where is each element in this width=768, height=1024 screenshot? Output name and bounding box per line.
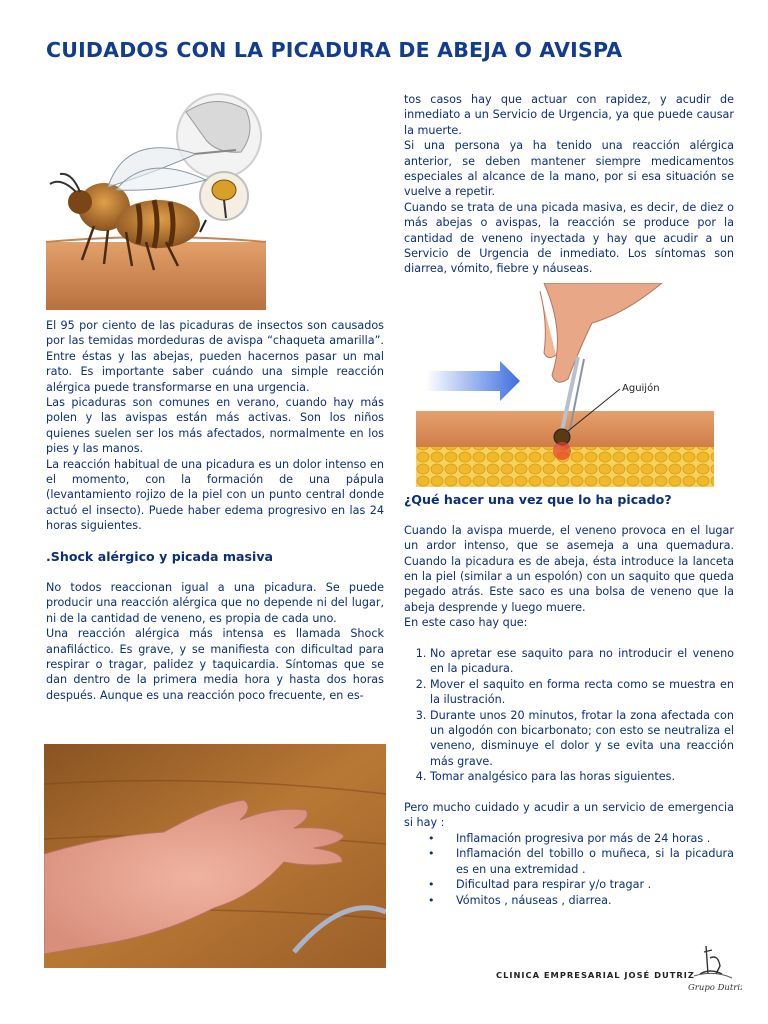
shock-heading: .Shock alérgico y picada masiva	[46, 549, 274, 565]
footer-clinic-name: CLINICA EMPRESARIAL JOSÉ DUTRIZ	[496, 970, 695, 980]
page-title: CUIDADOS CON LA PICADURA DE ABEJA O AVISPA	[46, 38, 623, 62]
left-column	[46, 318, 384, 703]
warnings-list	[404, 831, 734, 908]
intro-paragraph-1: El 95 por ciento de las picaduras de insectos son causados por las temidas mordeduras de avispa “chaqueta amarilla”. Entre éstas y las abejas, pueden hacernos pasar un mal rato. Es importante saber cuándo una simple reacción alérgica puede transformarse en una urgencia.	[46, 319, 384, 394]
warning-intro: Pero mucho cuidado y acudir a un servicio de emergencia si hay :	[404, 801, 734, 830]
aguijon-label: Aguijón	[622, 383, 660, 394]
step-item: 3. Durante unos 20 minutos, frotar la zona afectada con un algodón con bicarbonato; con esto se neutraliza el veneno, disminuye el dolor y se evita una reacción más grave.	[430, 708, 734, 770]
step-item: 1. No apretar ese saquito para no introducir el veneno en la picadura.	[430, 646, 734, 677]
stinger-removal-illustration	[416, 283, 714, 487]
warning-item: • Inflamación del tobillo o muñeca, si la picadura es en una extremidad .	[456, 846, 734, 877]
warning-item: • Dificultad para respirar y/o tragar .	[456, 877, 734, 892]
bee-sting-illustration	[46, 92, 266, 310]
step-item: 2. Mover el saquito en forma recta como se muestra en la ilustración.	[430, 677, 734, 708]
que-hacer-paragraph: Cuando la avispa muerde, el veneno provoca en el lugar un ardor intenso, que se asemeja a una quemadura. Cuando la picadura es de abeja, ésta introduce la lanceta en la piel (similar a un espolón) con un saquito que queda pegado atrás. Este saco es una bolsa de veneno que la abeja desprende y luego muere.	[404, 523, 734, 614]
que-hacer-intro: En este caso hay que:	[404, 616, 528, 630]
continued-paragraph-2: Si una persona ya ha tenido una reacción alérgica anterior, se deben mantener siempre medicamentos especiales al alcance de la mano, por si esa situación se vuelve a repetir.	[404, 139, 734, 199]
steps-list	[404, 646, 734, 785]
shock-paragraph-2: Una reacción alérgica más intensa es llamada Shock anafiláctico. Es grave, y se manifiesta con dificultad para respirar o tragar, palidez y taquicardia. Síntomas que se dan dentro de la primera media hora y hasta dos horas después. Aunque es una reacción poco frecuente, en es-	[46, 627, 384, 702]
right-column-instructions	[404, 492, 734, 908]
warning-item: • Vómitos , náuseas , diarrea.	[456, 893, 734, 908]
continued-paragraph-1: tos casos hay que actuar con rapidez, y acudir de inmediato a un Servicio de Urgencia, ya que puede causar la muerte.	[404, 93, 734, 137]
intro-paragraph-2: Las picaduras son comunes en verano, cuando hay más polen y las avispas están más activas. Son los niños quienes suelen ser los más afectados, normalmente en los pies y las manos.	[46, 396, 384, 456]
step-item: 4. Tomar analgésico para las horas siguientes.	[430, 769, 734, 784]
shock-paragraph-1: No todos reaccionan igual a una picadura. Se puede producir una reacción alérgica que no depende ni del lugar, ni de la cantidad de veneno, es propia de cada uno.	[46, 580, 384, 625]
que-hacer-heading: ¿Qué hacer una vez que lo ha picado?	[404, 492, 672, 507]
right-column-continued	[404, 92, 734, 277]
intro-paragraph-3: La reacción habitual de una picadura es un dolor intenso en el momento, con la formación de una pápula (levantamiento rojizo de la piel con un punto central donde actuó el insecto). Puede haber edema progresivo en las 24 horas siguientes.	[46, 457, 384, 533]
swollen-hand-photo	[44, 744, 386, 968]
grupo-dutriz-logo	[686, 940, 742, 996]
continued-paragraph-3: Cuando se trata de una picada masiva, es decir, de diez o más abejas o avispas, la reacción se produce por la cantidad de veneno inyectada y hay que acudir a un Servicio de Urgencia de inmediato. Los síntomas son diarrea, vómito, fiebre y náuseas.	[404, 200, 734, 276]
logo-text: Grupo Dutriz	[688, 983, 742, 993]
warning-item: • Inflamación progresiva por más de 24 horas .	[456, 831, 734, 846]
